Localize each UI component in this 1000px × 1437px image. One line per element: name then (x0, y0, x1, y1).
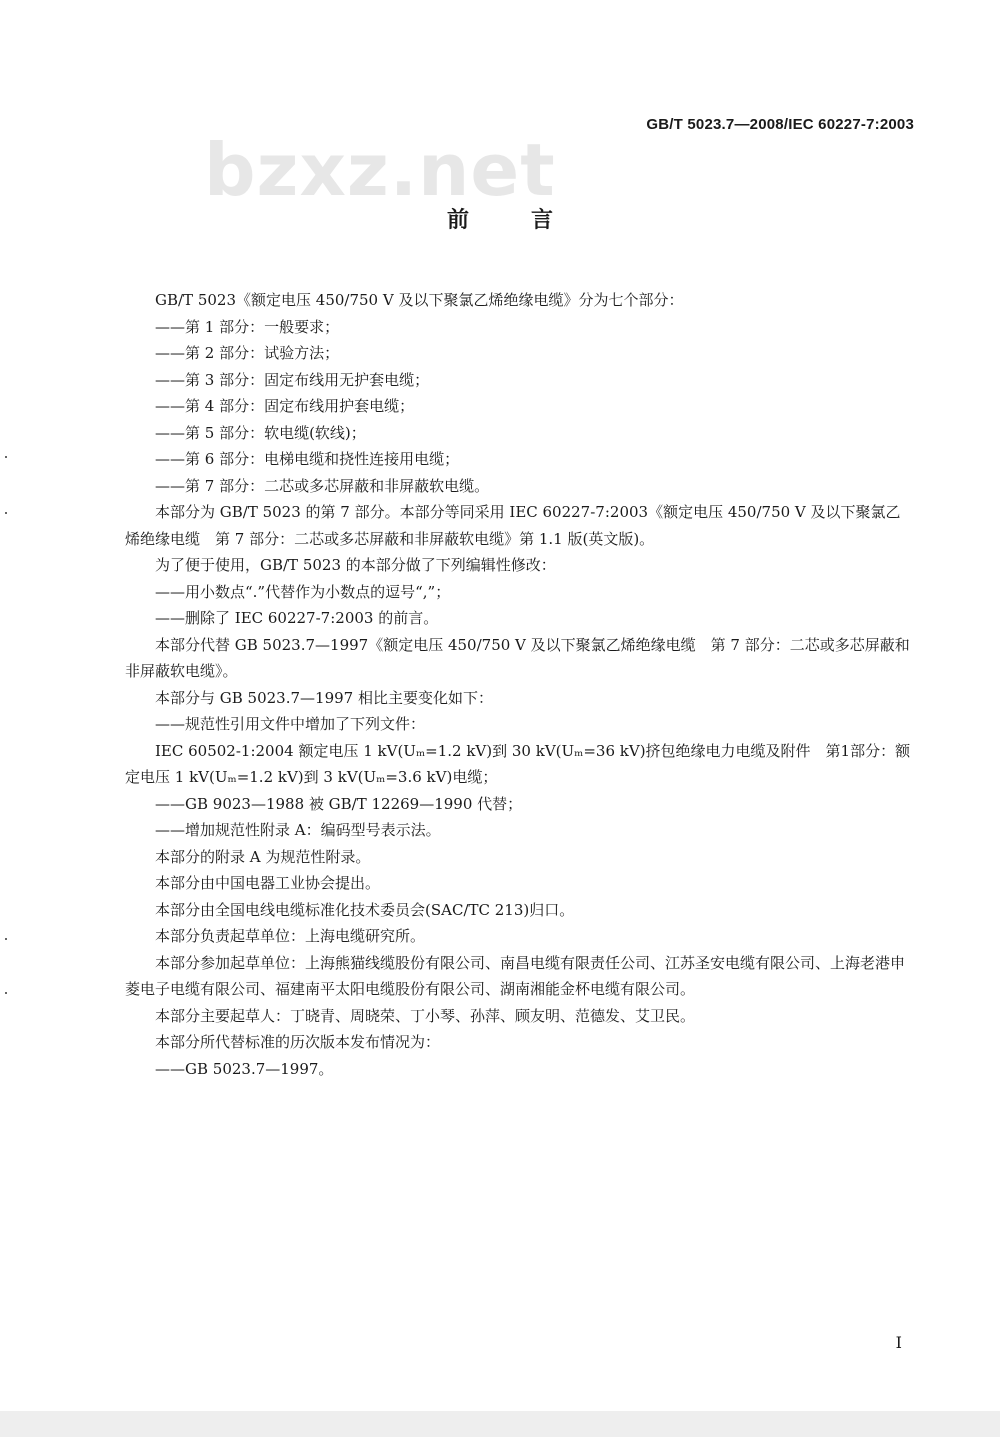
scan-speck (5, 456, 7, 458)
list-item: ——第 3 部分：固定布线用无护套电缆； (155, 370, 430, 389)
paragraph: 本部分代替 GB 5023.7—1997《额定电压 450/750 V 及以下聚氯乙烯绝缘电缆 第 7 部分：二芯或多芯屏蔽和非屏蔽软电缆》。 (125, 635, 910, 680)
page-number: I (895, 1333, 902, 1352)
list-item: ——第 4 部分：固定布线用护套电缆； (155, 397, 415, 415)
scan-speck (5, 992, 7, 994)
page-title-text: 前言 (446, 208, 615, 233)
paragraph: 本部分由中国电器工业协会提出。 (155, 874, 381, 892)
paragraph: 本部分主要起草人：丁晓青、周晓荣、丁小琴、孙萍、顾友明、范德发、艾卫民。 (155, 1006, 696, 1025)
list-item: ——第 7 部分：二芯或多芯屏蔽和非屏蔽软电缆。 (155, 476, 490, 495)
paragraph: 本部分由全国电线电缆标准化技术委员会(SAC/TC 213)归口。 (155, 900, 575, 919)
list-item: ——GB 5023.7—1997。 (155, 1059, 334, 1078)
paragraph: 为了便于使用，GB/T 5023 的本部分做了下列编辑性修改： (155, 556, 556, 574)
watermark-text: bzxz.net (204, 128, 556, 212)
paragraph: 本部分所代替标准的历次版本发布情况为： (155, 1033, 441, 1051)
scan-speck (5, 938, 7, 940)
paragraph: 本部分为 GB/T 5023 的第 7 部分。本部分等同采用 IEC 60227-7:2003《额定电压 450/750 V 及以下聚氯乙烯绝缘电缆 第 7 部分：二芯或多芯屏蔽和非屏蔽软电缆》第 1.1 版(英文版)。 (125, 503, 901, 548)
list-item: ——第 1 部分：一般要求； (155, 317, 340, 336)
foreword-body (125, 287, 915, 1082)
page-bottom-edge (0, 1411, 1000, 1437)
list-item: ——第 5 部分：软电缆(软线)； (155, 423, 366, 442)
paragraph: IEC 60502-1:2004 额定电压 1 kV(Uₘ=1.2 kV)到 30 kV(Uₘ=36 kV)挤包绝缘电力电缆及附件 第1部分：额定电压 1 kV(Uₘ=1.2 kV)到 3 kV(Uₘ=3.6 kV)电缆； (125, 741, 911, 786)
page-title (0, 203, 1000, 234)
list-item: ——第 6 部分：电梯电缆和挠性连接用电缆； (155, 450, 460, 468)
paragraph: 本部分与 GB 5023.7—1997 相比主要变化如下： (155, 688, 493, 707)
paragraph: GB/T 5023《额定电压 450/750 V 及以下聚氯乙烯绝缘电缆》分为七个部分： (155, 291, 684, 309)
paragraph: 本部分参加起草单位：上海熊猫线缆股份有限公司、南昌电缆有限责任公司、江苏圣安电缆有限公司、上海老港申菱电子电缆有限公司、福建南平太阳电缆股份有限公司、湖南湘能金杯电缆有限公司。 (125, 953, 906, 998)
list-item: ——第 2 部分：试验方法； (155, 344, 340, 362)
standard-number-header: GB/T 5023.7—2008/IEC 60227-7:2003 (646, 116, 914, 133)
list-item: ——规范性引用文件中增加了下列文件： (155, 715, 426, 733)
list-item: ——GB 9023—1988 被 GB/T 12269—1990 代替； (155, 794, 523, 813)
paragraph: 本部分的附录 A 为规范性附录。 (155, 847, 371, 866)
scan-speck (5, 512, 7, 514)
list-item: ——删除了 IEC 60227-7:2003 的前言。 (155, 609, 439, 627)
list-item: ——用小数点“.”代替作为小数点的逗号“,”； (155, 582, 451, 601)
paragraph: 本部分负责起草单位：上海电缆研究所。 (155, 927, 426, 945)
list-item: ——增加规范性附录 A：编码型号表示法。 (155, 821, 441, 839)
